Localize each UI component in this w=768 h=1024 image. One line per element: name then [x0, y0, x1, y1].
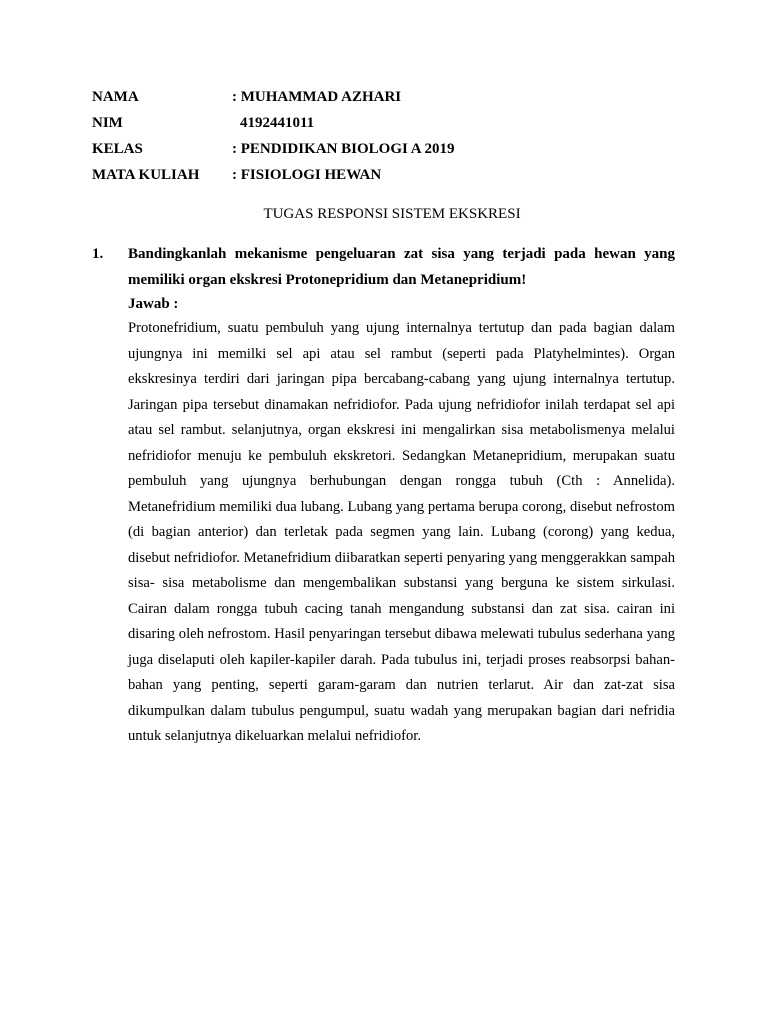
document-title: TUGAS RESPONSI SISTEM EKSKRESI — [263, 206, 521, 222]
info-label: NIM — [92, 115, 123, 131]
info-row-mata-kuliah — [92, 162, 652, 188]
info-row-nama — [92, 84, 652, 110]
info-value: : FISIOLOGI HEWAN — [232, 167, 382, 183]
info-value: : MUHAMMAD AZHARI — [232, 89, 402, 105]
info-label: MATA KULIAH — [92, 167, 200, 183]
info-row-kelas — [92, 136, 652, 162]
info-value: : PENDIDIKAN BIOLOGI A 2019 — [232, 141, 455, 157]
answer-label: Jawab : — [128, 296, 179, 312]
info-row-nim — [92, 110, 652, 136]
info-label: NAMA — [92, 89, 139, 105]
student-info — [92, 84, 652, 188]
answer-text: Protonefridium, suatu pembuluh yang ujung internalnya tertutup dan pada bagian dalam ujungnya ini memilki sel api atau sel rambut (seperti pada Platyhelmintes). Organ ekskresinya terdiri dari jaringan pipa bercabang-cabang yang ujung internalnya tertutup. Jaringan pipa tersebut dinamakan nefridiofor. Pada ujung nefridiofor inilah terdapat sel api atau sel rambut. selanjutnya, organ ekskresi ini mengalirkan sisa metabolismenya melalui nefridiofor menuju ke pembuluh ekskretori. Sedangkan Metanepridium, merupakan suatu pembuluh yang ujungnya berhubungan dengan rongga tubuh (Cth : Annelida). Metanefridium memiliki dua lubang. Lubang yang pertama berupa corong, disebut nefrostom (di bagian anterior) dan terletak pada segmen yang lain. Lubang (corong) yang kedua, disebut nefridiofor. Metanefridium diibaratkan seperti penyaring yang menggerakkan sampah sisa- sisa metabolisme dan mengembalikan substansi yang berguna ke sistem sirkulasi. Cairan dalam rongga tubuh cacing tanah mengandung substansi dan zat sisa. cairan ini disaring oleh nefrostom. Hasil penyaringan tersebut dibawa melewati tubulus sederhana yang juga diselaputi oleh kapiler-kapiler darah. Pada tubulus ini, terjadi proses reabsorpsi bahan-bahan yang penting, seperti garam-garam dan nutrien terlarut. Air dan zat-zat sisa dikumpulkan dalam tubulus pengumpul, suatu wadah yang merupakan bagian dari nefridia untuk selanjutnya dikeluarkan melalui nefridiofor. — [128, 320, 675, 744]
info-value: 4192441011 — [240, 115, 315, 131]
question-number: 1. — [92, 246, 104, 262]
question-text: Bandingkanlah mekanisme pengeluaran zat sisa yang terjadi pada hewan yang memiliki organ ekskresi Protonepridium dan Metanepridium! — [128, 246, 675, 288]
info-label: KELAS — [92, 141, 143, 157]
